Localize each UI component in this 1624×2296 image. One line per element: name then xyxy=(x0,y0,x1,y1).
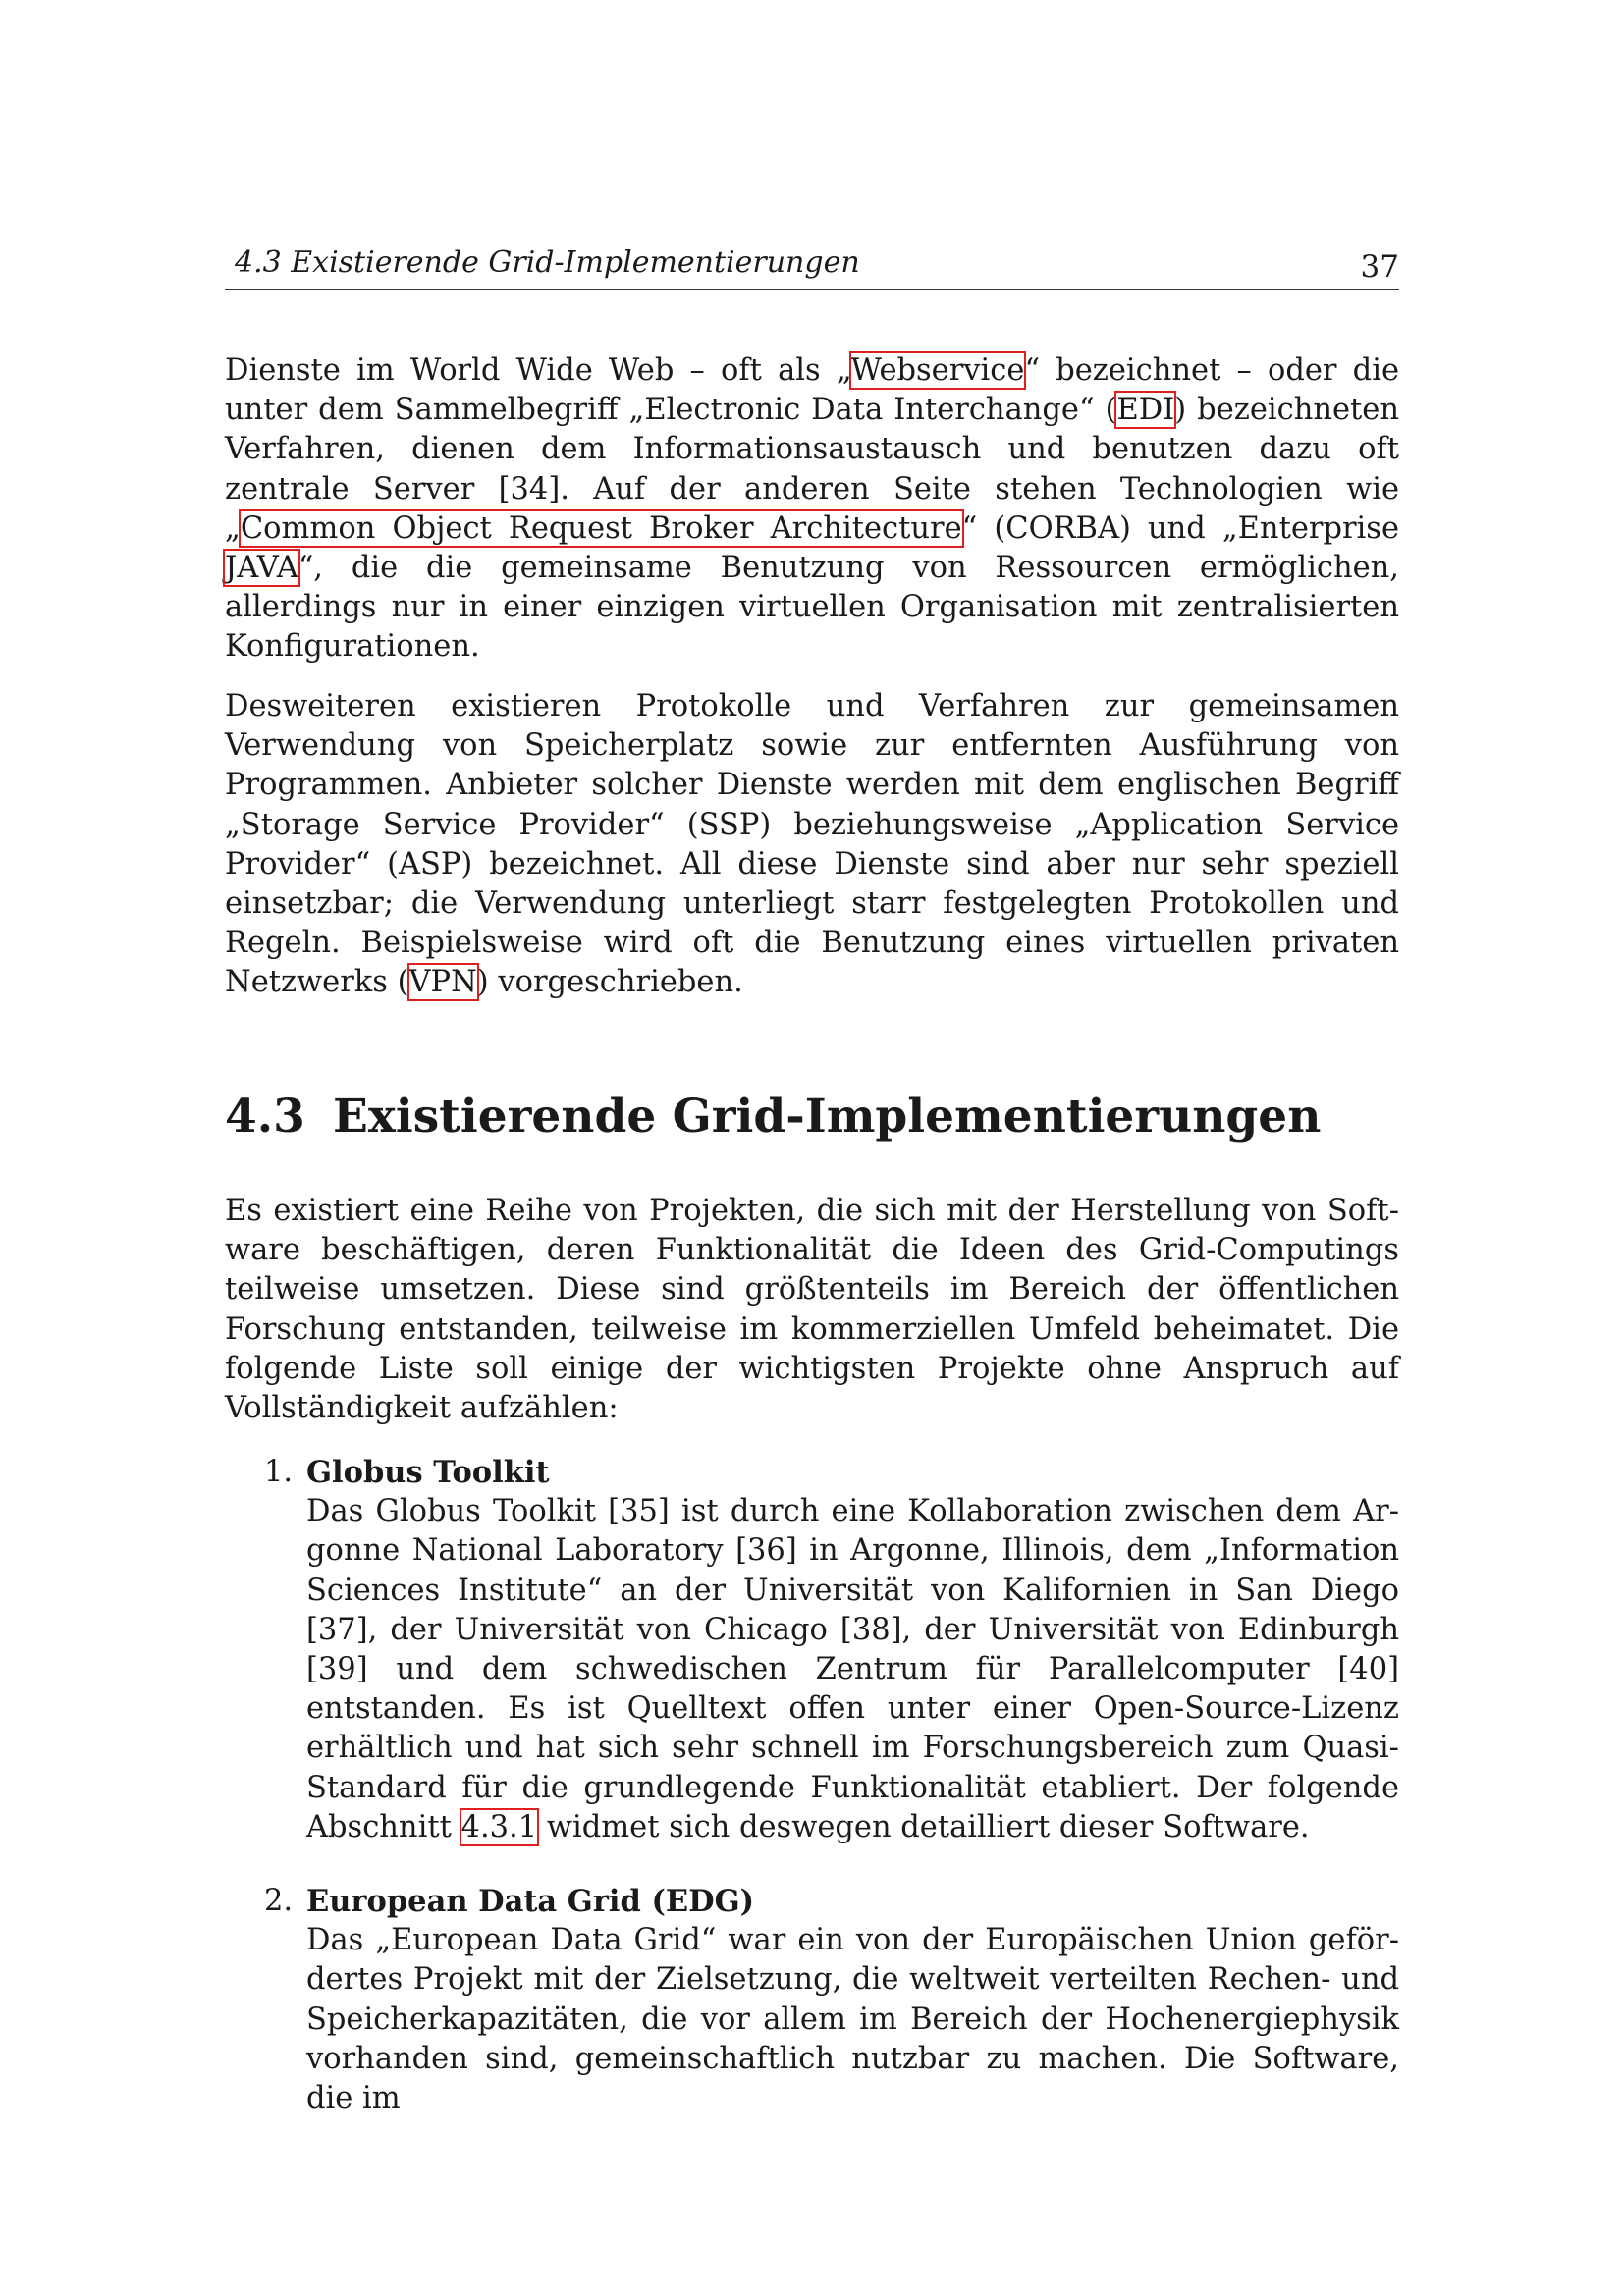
paragraph-web-services xyxy=(225,351,1399,667)
link-webservice[interactable]: Webservice xyxy=(850,353,1025,388)
page-number: 37 xyxy=(1360,249,1399,285)
list-item-title: European Data Grid (EDG) xyxy=(306,1884,755,1919)
list-item-body xyxy=(306,1492,1399,1847)
text-run: Dienste im World Wide Web – oft als „ xyxy=(225,353,851,388)
list-item-title: Globus Toolkit xyxy=(306,1455,550,1490)
paragraph-intro: Es existiert eine Reihe von Projekten, die sich mit der Herstellung von Software beschäftigen, deren Funktionalität die Ideen des Grid-Computings teilweise umsetzen. Diese sind größtenteils im Bereich der öffentlichen Forschung entstanden, teilweise im kommerziellen Umfeld beheimatet. Die folgende Liste soll einige der wichtigsten Projekte ohne Anspruch auf Vollständigkeit aufzählen: xyxy=(225,1194,1399,1426)
text-run: “ (CORBA) und „Enterprise xyxy=(961,510,1400,546)
section-number: 4.3 xyxy=(225,1090,305,1144)
list-item-body: Das „European Data Grid“ war ein von der Europäischen Union gefördertes Projekt mit der Zielsetzung, die weltweit verteilten Rechen- und Speicherkapazitäten, die vor allem im Bereich der Hochenergiephysik vorhanden sind, gemeinschaftlich nutzbar zu machen. Die Software, die im xyxy=(306,1923,1399,2115)
link-vpn[interactable]: VPN xyxy=(408,965,477,1000)
text-run: “ bezeichnet – oder die unter dem Sammelbegriff „Electronic Data Interchange“ ( xyxy=(225,353,1400,428)
list-marker: 2. xyxy=(264,1884,294,1918)
running-header xyxy=(225,240,1399,290)
list-marker: 1. xyxy=(264,1455,294,1489)
link-java[interactable]: JAVA xyxy=(225,551,298,586)
text-run: ) vorgeschrieben. xyxy=(476,965,743,1000)
running-header-title: 4.3 Existierende Grid-Implementierungen xyxy=(235,245,860,280)
link-section-4-3-1[interactable]: 4.3.1 xyxy=(460,1809,538,1844)
text-run: widmet sich deswegen detailliert dieser Software. xyxy=(537,1809,1310,1844)
link-corba[interactable]: Common Object Request Broker Architecture xyxy=(240,510,962,546)
section-title: Existierende Grid-Implementierungen xyxy=(333,1090,1322,1144)
section-heading xyxy=(225,1088,1399,1147)
text-run: Das Globus Toolkit [35] ist durch eine Kollaboration zwischen dem Argonne National Laboratory [36] in Argonne, Illinois, dem „Information Sciences Institute“ an der Universität von Kalifornien in San Diego [37], der Universität von Chicago [38], der Universität von Edinburgh [39] und dem schwedischen Zentrum für Parallelcomputer [40] entstanden. Es ist Quelltext offen unter einer Open-Source-Lizenz erhältlich und hat sich sehr schnell im Forschungsbereich zum Quasi-Standard für die grundlegende Funktionalität etabliert. Der folgende Abschnitt xyxy=(306,1494,1399,1844)
text-run: Desweiteren existieren Protokolle und Verfahren zur gemeinsamen Verwendung von Speicherplatz sowie zur entfernten Ausführung von Programmen. Anbieter solcher Dienste werden mit dem englischen Begriff „Storage Service Provider“ (SSP) beziehungsweise „Application Service Provider“ (ASP) bezeichnet. All diese Dienste sind aber nur sehr speziell einsetzbar; die Verwendung unterliegt starr festgelegten Protokollen und Regeln. Beispielsweise wird oft die Benutzung eines virtuellen privaten Netzwerks ( xyxy=(225,689,1399,1000)
text-run: ) bezeichneten Verfahren, dienen dem Informationsaustausch und benutzen dazu oft zentrale Server [34]. Auf der anderen Seite stehen Technologien wie „ xyxy=(225,393,1399,546)
text-run: “, die die gemeinsame Benutzung von Ressourcen ermöglichen, allerdings nur in einer einzigen virtuellen Organisation mit zentralisierten Konfigurationen. xyxy=(225,551,1399,665)
link-edi[interactable]: EDI xyxy=(1116,393,1175,428)
paragraph-protocols xyxy=(225,687,1399,1003)
